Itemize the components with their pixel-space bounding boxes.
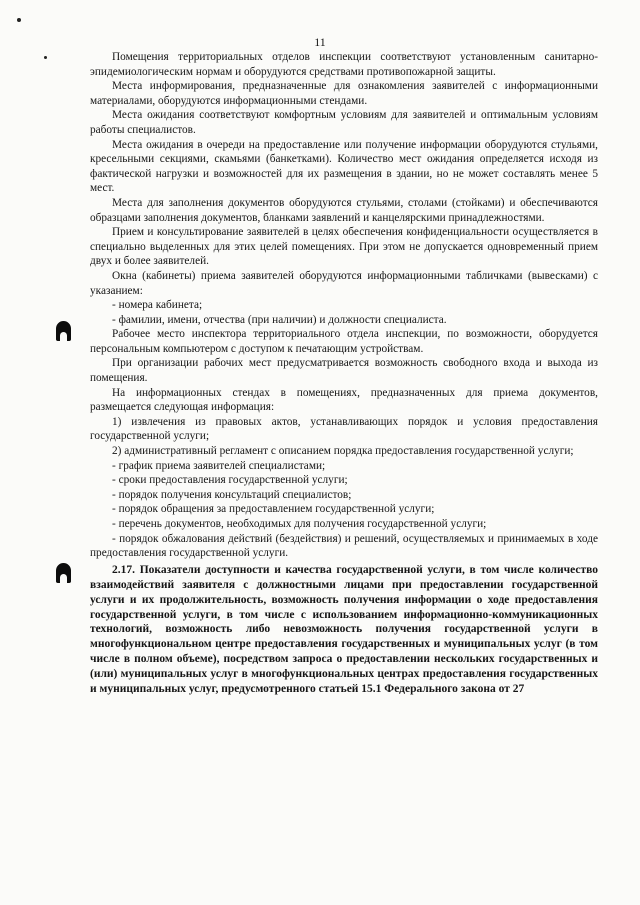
list-item: 1) извлечения из правовых актов, устанавливающих порядок и условия предоставления государственной услуги; [90, 415, 598, 443]
paragraph: Места ожидания соответствуют комфортным условиям для заявителей и оптимальным условиям работы специалистов. [90, 109, 598, 136]
list-item: - график приема заявителей специалистами; [112, 459, 326, 472]
paragraph: Помещения территориальных отделов инспекции соответствуют установленным санитарно-эпидемиологическим нормам и оборудуются средствами противопожарной защиты. [90, 51, 598, 78]
paragraph: Рабочее место инспектора территориального отдела инспекции, по возможности, оборудуется персональным компьютером с доступом к печатающим устройствам. [90, 328, 598, 355]
list-item: - порядок обращения за предоставлением государственной услуги; [112, 503, 435, 516]
list-item: - фамилии, имени, отчества (при наличии) и должности специалиста. [112, 313, 447, 326]
document-body [90, 50, 598, 697]
list-item: 2) административный регламент с описанием порядка предоставления государственной услуги; [112, 445, 574, 458]
scan-speck-mid [44, 56, 47, 59]
section-heading: 2.17. Показатели доступности и качества государственной услуги, в том числе количество взаимодействий заявителя с должностными лицами при предоставлении государственной услуги и их продолжительность, возможность получения информации о ходе предоставления государственной услуги, в том числе с использованием информационно-коммуникационных технологий, возможность либо невозможность получения государственной услуги в многофункциональном центре предоставления государственных и муниципальных услуг (в том числе в полном объеме), посредством запроса о предоставлении нескольких государственных и (или) муниципальных услуг в многофункциональных центрах предоставления государственных и муниципальных услуг, предусмотренного статьей 15.1 Федерального закона от 27 [90, 563, 598, 696]
paragraph: Места для заполнения документов оборудуются стульями, столами (стойками) и обеспечиваются образцами заполнения документов, бланками заявлений и канцелярскими принадлежностями. [90, 196, 598, 224]
page-number: 11 [314, 35, 326, 49]
paragraph: Окна (кабинеты) приема заявителей оборудуются информационными табличками (вывесками) с указанием: [90, 269, 598, 297]
paragraph: Места ожидания в очереди на предоставление или получение информации оборудуются стульями, кресельными секциями, скамьями (банкетками). Количество мест ожидания определяется исходя из фактической нагрузки и возможностей для их размещения в здании, но не может составлять менее 5 мест. [90, 138, 598, 195]
punch-hole-bottom [56, 563, 71, 583]
list-item: - сроки предоставления государственной услуги; [112, 474, 348, 487]
list-item: - перечень документов, необходимых для получения государственной услуги; [112, 518, 487, 530]
list-item: - номера кабинета; [112, 299, 203, 312]
paragraph: На информационных стендах в помещениях, предназначенных для приема документов, размещается следующая информация: [90, 386, 598, 414]
list-item: - порядок получения консультаций специалистов; [112, 488, 352, 501]
punch-hole-top [56, 321, 71, 341]
paragraph: Места информирования, предназначенные для ознакомления заявителей с информационными материалами, оборудуются информационными стендами. [90, 80, 598, 107]
paragraph: Прием и консультирование заявителей в целях обеспечения конфиденциальности осуществляется в специально выделенных для этих целей помещениях. При этом не допускается одновременный прием двух и более заявителей. [90, 226, 598, 268]
scan-speck-top [17, 18, 21, 22]
paragraph: При организации рабочих мест предусматривается возможность свободного входа и выхода из помещения. [90, 357, 598, 385]
list-item: - порядок обжалования действий (бездействия) и решений, осуществляемых и принимаемых в ходе предоставления государственной услуги. [90, 532, 598, 560]
